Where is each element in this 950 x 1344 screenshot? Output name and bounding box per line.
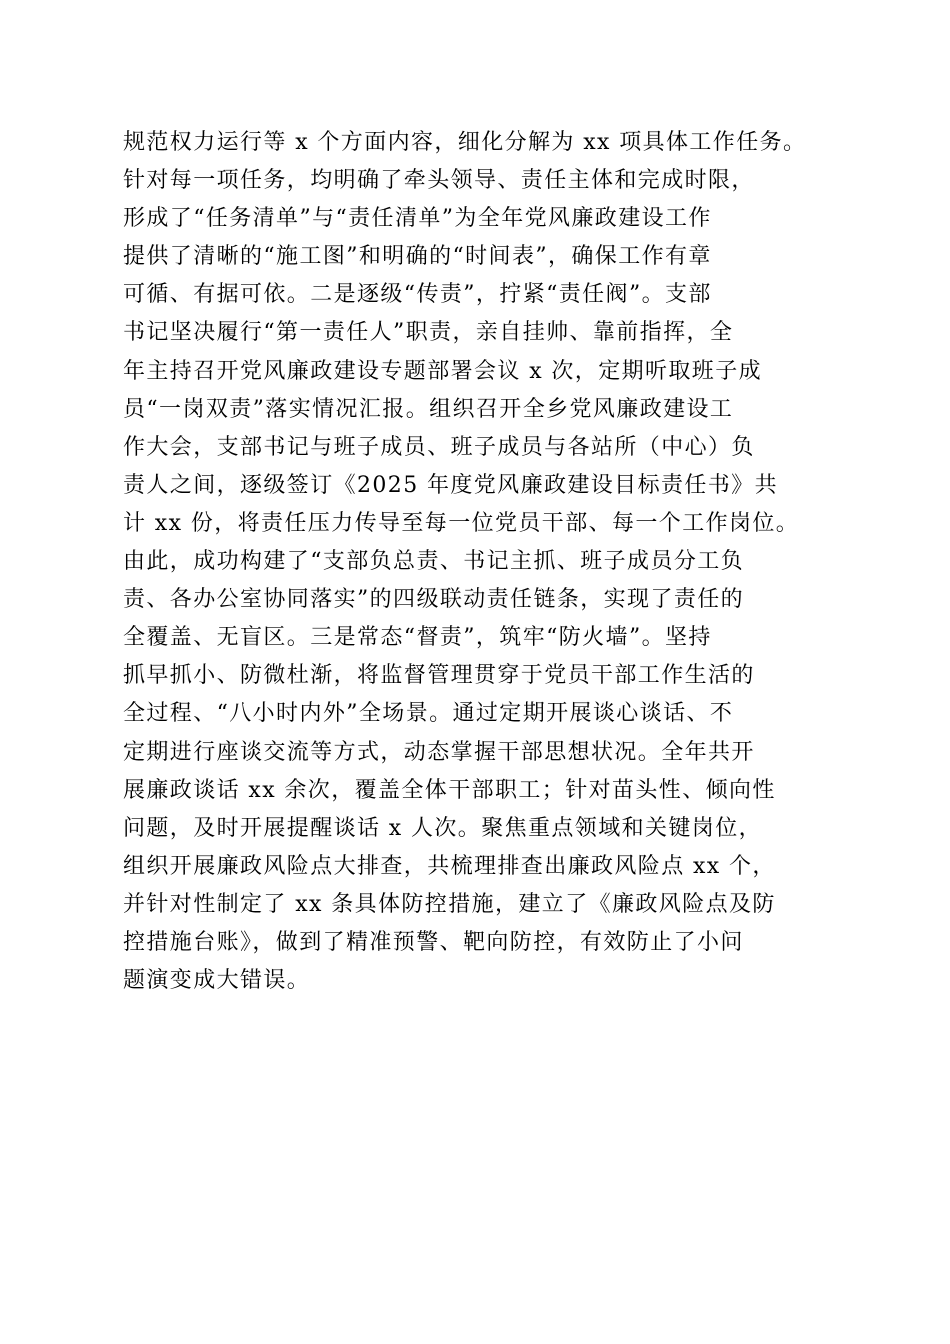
- text-line: 责人之间，逐级签订《2025 年度党风廉政建设目标责任书》共: [123, 472, 778, 498]
- text-line: 问题，及时开展提醒谈话 x 人次。聚焦重点领域和关键岗位，: [123, 815, 762, 841]
- text-line: 员“一岗双责”落实情况汇报。组织召开全乡党风廉政建设工: [123, 396, 734, 422]
- text-line: 作大会，支部书记与班子成员、班子成员与各站所（中心）负: [123, 434, 755, 460]
- text-line: 全过程、“八小时内外”全场景。通过定期开展谈心谈话、不: [123, 701, 734, 727]
- text-line: 提供了清晰的“施工图”和明确的“时间表”，确保工作有章: [123, 244, 712, 270]
- text-line: 计 xx 份，将责任压力传导至每一位党员干部、每一个工作岗位。: [123, 510, 800, 536]
- text-line: 并针对性制定了 xx 条具体防控措施，建立了《廉政风险点及防: [123, 891, 776, 917]
- text-line: 由此，成功构建了“支部负总责、书记主抓、班子成员分工负: [123, 549, 745, 575]
- text-line: 年主持召开党风廉政建设专题部署会议 x 次，定期听取班子成: [123, 358, 762, 384]
- text-line: 全覆盖、无盲区。三是常态“督责”，筑牢“防火墙”。坚持: [123, 625, 712, 651]
- text-line: 针对每一项任务，均明确了牵头领导、责任主体和完成时限，: [123, 168, 755, 194]
- text-line: 书记坚决履行“第一责任人”职责，亲自挂帅、靠前指挥，全: [123, 320, 734, 346]
- text-line: 规范权力运行等 x 个方面内容，细化分解为 xx 项具体工作任务。: [123, 130, 807, 155]
- text-line: 可循、有据可依。二是逐级“传责”，拧紧“责任阀”。支部: [123, 282, 712, 308]
- text-line: 定期进行座谈交流等方式，动态掌握干部思想状况。全年共开: [123, 739, 755, 765]
- text-line: 形成了“任务清单”与“责任清单”为全年党风廉政建设工作: [123, 206, 712, 232]
- body-paragraph: [123, 124, 843, 1000]
- text-line: 控措施台账》，做到了精准预警、靶向防控，有效防止了小问: [123, 929, 744, 955]
- text-line: 责、各办公室协同落实”的四级联动责任链条，实现了责任的: [123, 587, 745, 613]
- text-line: 抓早抓小、防微杜渐，将监督管理贯穿于党员干部工作生活的: [123, 663, 755, 689]
- text-line: 组织开展廉政风险点大排查，共梳理排查出廉政风险点 xx 个，: [123, 853, 776, 879]
- text-line: 展廉政谈话 xx 余次，覆盖全体干部职工；针对苗头性、倾向性: [123, 777, 776, 803]
- text-line: 题演变成大错误。: [123, 968, 311, 994]
